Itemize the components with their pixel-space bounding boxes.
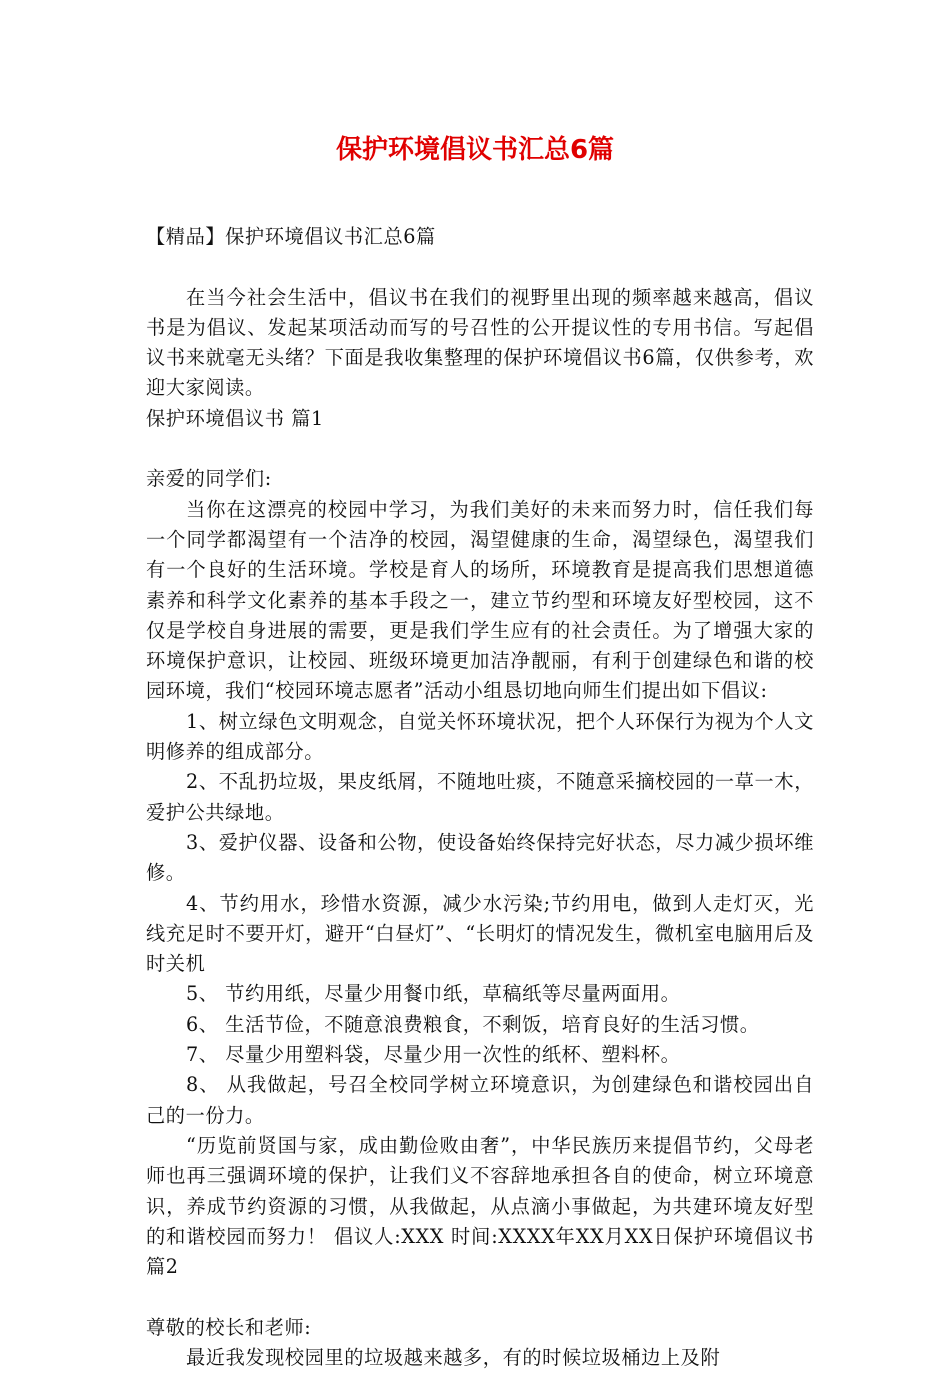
proposal-item-3: 3、爱护仪器、设备和公物，使设备始终保持完好状态，尽力减少损坏维修。 [146,830,814,885]
proposal-item-1: 1、树立绿色文明观念，自觉关怀环境状况，把个人环保行为视为个人文明修养的组成部分。 [146,709,814,764]
section1-closing: “历览前贤国与家，成由勤俭败由奢”，中华民族历来提倡节约，父母老师也再三强调环境的保护，让我们义不容辞地承担各自的使命，树立环境意识，养成节约资源的习惯，从我做起，从点滴小事做起，为共建环境友好型的和谐校园而努力！ 倡议人:XXX 时间:XXXX年XX月XX日保护环境倡议书 篇2 [146,1133,814,1279]
spacer [146,434,814,464]
section1-paragraph: 当你在这漂亮的校园中学习，为我们美好的未来而努力时，信任我们每一个同学都渴望有一个洁净的校园，渴望健康的生命，渴望绿色，渴望我们有一个良好的生活环境。学校是育人的场所，环境教育是提高我们思想道德素养和科学文化素养的基本手段之一，建立节约型和环境友好型校园，这不仅是学校自身进展的需要，更是我们学生应有的社会责任。为了增强大家的环境保护意识，让校园、班级环境更加洁净靓丽，有利于创建绿色和谐的校园环境，我们“校园环境志愿者”活动小组恳切地向师生们提出如下倡议: [146,497,814,703]
proposal-item-4: 4、节约用水，珍惜水资源，减少水污染;节约用电，做到人走灯灭，光线充足时不要开灯，避开“白昼灯”、“长明灯的情况发生，微机室电脑用后及时关机 [146,891,814,976]
section2-paragraph: 最近我发现校园里的垃圾越来越多，有的时候垃圾桶边上及附 [186,1345,721,1369]
proposal-item-7: 7、 尽量少用塑料袋，尽量少用一次性的纸杯、塑料杯。 [186,1043,681,1067]
section-heading-1: 保护环境倡议书 篇1 [146,406,324,430]
document-body [146,222,814,1373]
salutation-2: 尊敬的校长和老师: [146,1315,312,1339]
proposal-item-6: 6、 生活节俭，不随意浪费粮食，不剩饭，培育良好的生活习惯。 [186,1012,760,1036]
proposal-item-2: 2、不乱扔垃圾，果皮纸屑，不随地吐痰，不随意采摘校园的一草一木，爱护公共绿地。 [146,770,814,824]
intro-paragraph: 在当今社会生活中，倡议书在我们的视野里出现的频率越来越高，倡议书是为倡议、发起某项活动而写的号召性的公开提议性的专用书信。写起倡议书来就毫无头绪？下面是我收集整理的保护环境倡议书6篇，仅供参考，欢迎大家阅读。 [146,285,814,400]
proposal-item-5: 5、 节约用纸，尽量少用餐巾纸，草稿纸等尽量两面用。 [186,982,681,1006]
salutation-1: 亲爱的同学们: [146,467,272,491]
proposal-item-8: 8、 从我做起，号召全校同学树立环境意识，为创建绿色和谐校园出自己的一份力。 [146,1073,814,1127]
document-subtitle: 【精品】保护环境倡议书汇总6篇 [146,225,436,248]
spacer [146,1282,814,1312]
spacer [146,252,814,282]
document-title: 保护环境倡议书汇总6篇 [335,135,615,165]
